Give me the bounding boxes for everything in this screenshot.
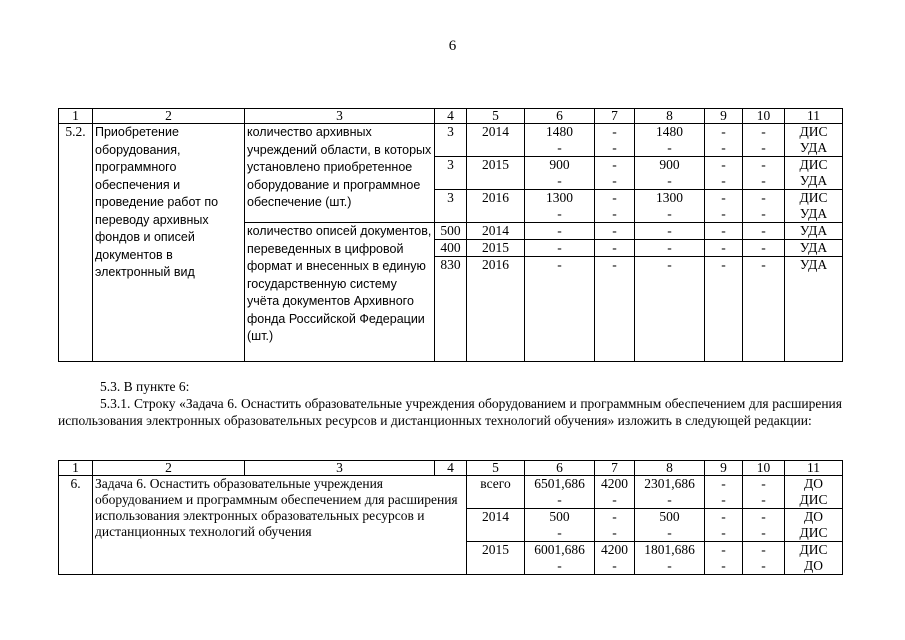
table-header-row (59, 461, 843, 476)
value-line: 900 (659, 157, 680, 172)
item-number: 6. (59, 476, 93, 575)
column-header: 10 (743, 461, 785, 476)
cell (705, 509, 743, 542)
value-line: 1300 (656, 190, 683, 205)
column-header: 11 (785, 109, 843, 124)
value-line: 2301,686 (644, 476, 695, 491)
value-line: - (721, 558, 726, 573)
cell: - (595, 257, 635, 274)
cell (705, 157, 743, 190)
value-line: - (721, 157, 726, 172)
cell: - (705, 240, 743, 257)
value-line: - (721, 124, 726, 139)
value-line: - (612, 525, 617, 540)
value-line: ДИС (799, 525, 828, 540)
cell (595, 190, 635, 223)
page-number: 6 (448, 38, 457, 54)
cell (785, 190, 843, 223)
cell (705, 190, 743, 223)
column-header: 8 (635, 461, 705, 476)
value-line: - (667, 140, 672, 155)
column-header: 1 (59, 461, 93, 476)
cell (635, 190, 705, 223)
value-line: - (612, 509, 617, 524)
column-header: 6 (525, 461, 595, 476)
cell: - (635, 240, 705, 257)
cell (595, 157, 635, 190)
year-cell: всего (467, 476, 525, 509)
value-line: - (761, 542, 766, 557)
column-header: 3 (245, 109, 435, 124)
cell: - (635, 257, 705, 274)
cell (525, 542, 595, 575)
column-header: 8 (635, 109, 705, 124)
value-line: - (612, 492, 617, 507)
cell (785, 509, 843, 542)
cell (635, 509, 705, 542)
value-line: 900 (549, 157, 570, 172)
value-line: УДА (799, 206, 828, 221)
cell: УДА (785, 257, 843, 274)
year-cell: 2015 (467, 542, 525, 575)
item-number: 5.2. (59, 124, 93, 362)
value-line: - (557, 206, 562, 221)
value-line: ДИС (799, 190, 828, 205)
column-header: 9 (705, 461, 743, 476)
cell (785, 476, 843, 509)
cell: УДА (785, 223, 843, 240)
cell (743, 273, 785, 361)
cell (595, 509, 635, 542)
column-header: 5 (467, 109, 525, 124)
value-line: - (761, 558, 766, 573)
value-line: - (612, 190, 617, 205)
cell: - (595, 240, 635, 257)
value-line: 1300 (546, 190, 573, 205)
value-line: - (667, 558, 672, 573)
column-header: 4 (435, 461, 467, 476)
paragraph-5-3: 5.3. В пункте 6: (100, 379, 190, 394)
column-header: 1 (59, 109, 93, 124)
value-line: - (557, 525, 562, 540)
value-line: - (721, 476, 726, 491)
cell: 400 (435, 240, 467, 257)
value-line: - (612, 124, 617, 139)
column-header: 11 (785, 461, 843, 476)
value-line: ДО (804, 509, 823, 524)
value-line: - (612, 206, 617, 221)
value-line: - (761, 173, 766, 188)
value-line: - (721, 509, 726, 524)
value-line: - (761, 509, 766, 524)
cell (595, 273, 635, 361)
value-line: - (667, 173, 672, 188)
cell (595, 124, 635, 157)
value-line: 1801,686 (644, 542, 695, 557)
value-line: - (761, 476, 766, 491)
value-line: ДИС (799, 542, 828, 557)
task-description: Задача 6. Оснастить образовательные учреждения оборудованием и программным обеспечением для расширения использования электронных образовательных ресурсов и дистанционных технологий обучения (93, 476, 467, 575)
indicator-1: количество архивных учреждений области, в которых установлено приобретенное оборудование и программное обеспечение (шт.) (245, 124, 435, 223)
cell: - (743, 257, 785, 274)
column-header: 6 (525, 109, 595, 124)
cell: - (525, 240, 595, 257)
value-line: УДА (799, 173, 828, 188)
cell: 3 (435, 157, 467, 190)
value-line: 500 (549, 509, 570, 524)
paragraph-5-3-1: 5.3.1. Строку «Задача 6. Оснастить образовательные учреждения оборудованием и программным обеспечением для расширения использования электронных образовательных ресурсов и дистанционных технологий обучения» изложить в следующей редакции: (58, 396, 842, 428)
value-line: - (761, 140, 766, 155)
cell (635, 542, 705, 575)
cell: 500 (435, 223, 467, 240)
program-table-5-2 (58, 108, 843, 362)
value-line: - (761, 190, 766, 205)
value-line: - (557, 173, 562, 188)
year-cell: 2015 (467, 157, 525, 190)
cell (525, 273, 595, 361)
cell (525, 157, 595, 190)
cell: - (705, 257, 743, 274)
value-line: 500 (659, 509, 680, 524)
year-cell: 2015 (467, 240, 525, 257)
value-line: - (721, 206, 726, 221)
cell (467, 273, 525, 361)
measure-description: Приобретение оборудования, программного обеспечения и проведение работ по переводу архивных фондов и описей документов в электронный вид (93, 124, 245, 362)
value-line: - (721, 190, 726, 205)
value-line: - (721, 173, 726, 188)
column-header: 10 (743, 109, 785, 124)
value-line: - (612, 173, 617, 188)
year-cell: 2014 (467, 509, 525, 542)
value-line: - (557, 140, 562, 155)
cell (595, 542, 635, 575)
column-header: 3 (245, 461, 435, 476)
cell (595, 476, 635, 509)
cell: - (525, 257, 595, 274)
value-line: 4200 (601, 542, 628, 557)
cell: УДА (785, 240, 843, 257)
value-line: 1480 (546, 124, 573, 139)
value-line: - (612, 558, 617, 573)
value-line: - (612, 140, 617, 155)
cell: - (595, 223, 635, 240)
program-table-task-6 (58, 460, 843, 575)
column-header: 7 (595, 461, 635, 476)
cell (785, 273, 843, 361)
value-line: - (721, 140, 726, 155)
cell (705, 476, 743, 509)
value-line: ДИС (799, 124, 828, 139)
cell (705, 124, 743, 157)
cell: 3 (435, 190, 467, 223)
value-line: - (557, 492, 562, 507)
value-line: ДИС (799, 157, 828, 172)
column-header: 2 (93, 461, 245, 476)
column-header: 5 (467, 461, 525, 476)
cell (635, 476, 705, 509)
value-line: - (721, 492, 726, 507)
column-header: 4 (435, 109, 467, 124)
value-line: - (667, 525, 672, 540)
cell (525, 509, 595, 542)
cell: - (743, 223, 785, 240)
cell (525, 190, 595, 223)
cell (785, 157, 843, 190)
cell: - (635, 223, 705, 240)
cell (743, 124, 785, 157)
cell (635, 273, 705, 361)
column-header: 2 (93, 109, 245, 124)
value-line: ДО (804, 558, 823, 573)
value-line: - (667, 206, 672, 221)
table-row (59, 476, 843, 509)
value-line: ДО (804, 476, 823, 491)
cell (635, 124, 705, 157)
cell: 830 (435, 257, 467, 274)
cell (705, 273, 743, 361)
cell: 3 (435, 124, 467, 157)
table-header-row (59, 109, 843, 124)
column-header: 7 (595, 109, 635, 124)
cell (743, 476, 785, 509)
value-line: ДИС (799, 492, 828, 507)
value-line: - (667, 492, 672, 507)
year-cell: 2014 (467, 124, 525, 157)
cell (705, 542, 743, 575)
year-cell: 2016 (467, 257, 525, 274)
cell (525, 476, 595, 509)
value-line: 4200 (601, 476, 628, 491)
cell (435, 273, 467, 361)
column-header: 9 (705, 109, 743, 124)
value-line: - (721, 542, 726, 557)
cell (743, 190, 785, 223)
value-line: - (761, 492, 766, 507)
cell: - (743, 240, 785, 257)
cell (635, 157, 705, 190)
cell (743, 542, 785, 575)
value-line: - (761, 124, 766, 139)
value-line: УДА (799, 140, 828, 155)
cell (525, 124, 595, 157)
indicator-2: количество описей документов, переведенных в цифровой формат и внесенных в единую государственную систему учёта документов Архивного фонда Российской Федерации (шт.) (245, 223, 435, 362)
year-cell: 2014 (467, 223, 525, 240)
value-line: - (761, 206, 766, 221)
cell: - (525, 223, 595, 240)
value-line: 6501,686 (534, 476, 585, 491)
year-cell: 2016 (467, 190, 525, 223)
value-line: - (557, 558, 562, 573)
cell (743, 157, 785, 190)
value-line: - (761, 157, 766, 172)
table-row (59, 124, 843, 157)
value-line: 1480 (656, 124, 683, 139)
value-line: - (612, 157, 617, 172)
cell (785, 542, 843, 575)
value-line: 6001,686 (534, 542, 585, 557)
value-line: - (721, 525, 726, 540)
value-line: - (761, 525, 766, 540)
cell: - (705, 223, 743, 240)
cell (743, 509, 785, 542)
cell (785, 124, 843, 157)
